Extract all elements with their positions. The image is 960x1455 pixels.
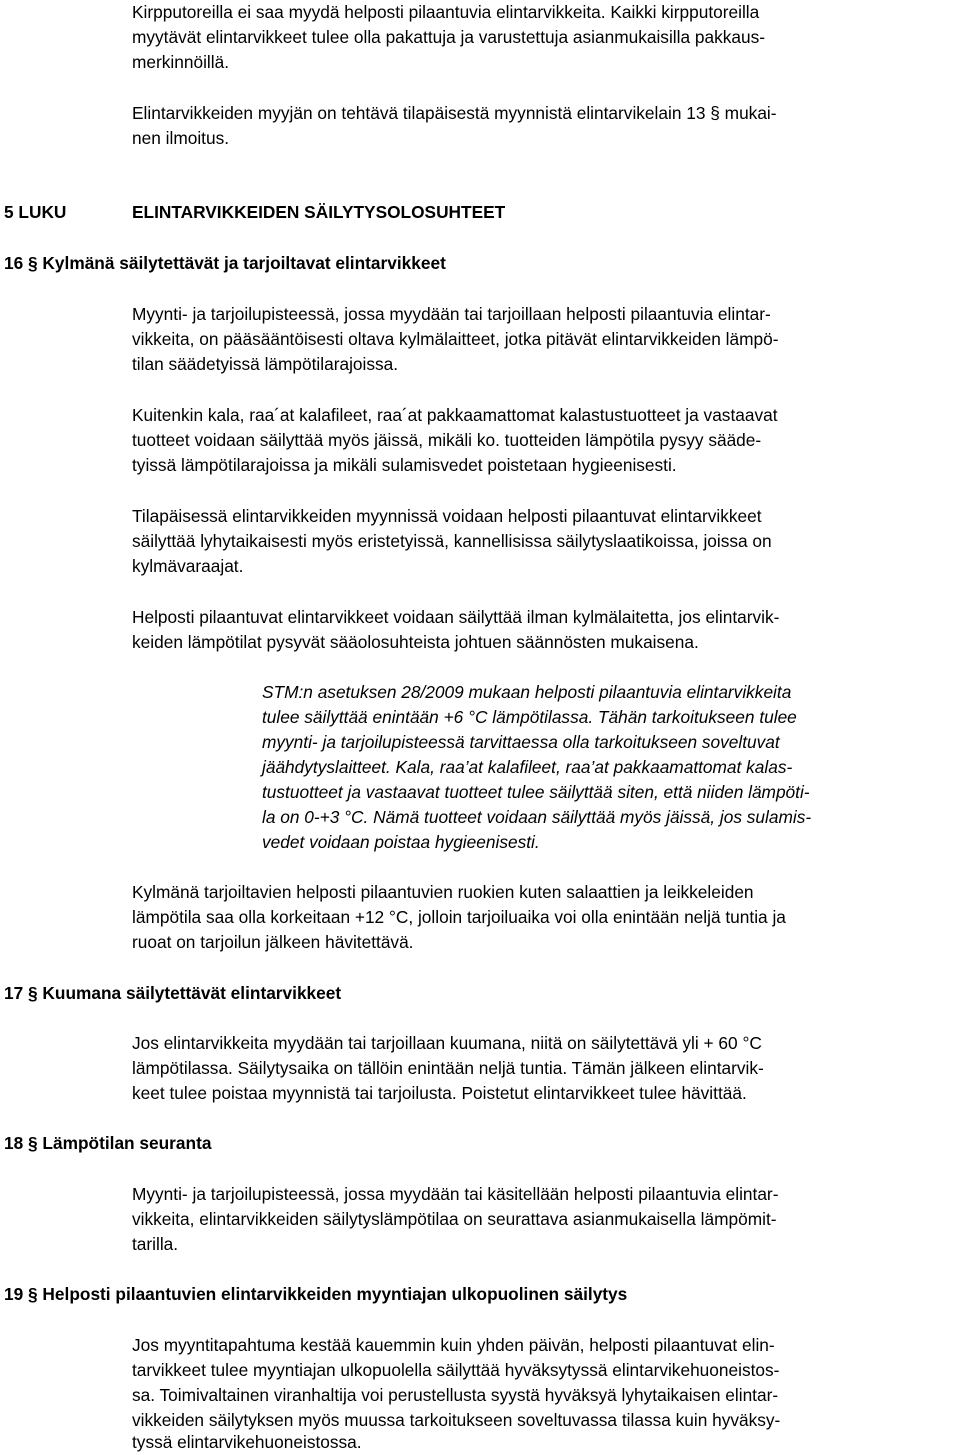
paragraph-line: tarilla. [132,1234,179,1254]
paragraph-line: keiden lämpötilat pysyvät sääolosuhteista johtuen säännösten mukaisena. [132,632,699,652]
regulation-note-line: myynti- ja tarjoilupisteessä tarvittaessa olla tarkoitukseen soveltuvat [262,732,780,752]
regulation-note-line: tustuotteet ja vastaavat tuotteet tulee säilyttää siten, että niiden lämpöti- [262,782,810,802]
chapter-number: 5 LUKU [4,202,67,222]
paragraph-line: vikkeita, on pääsääntöisesti oltava kylmälaitteet, jotka pitävät elintarvikkeiden lämpö- [132,329,779,349]
paragraph-line: tyissä lämpötilarajoissa ja mikäli sulamisvedet poistetaan hygieenisesti. [132,455,677,475]
regulation-note-line: jäähdytyslaitteet. Kala, raa’at kalafileet, raa’at pakkaamattomat kalas- [262,757,793,777]
intro-line: merkinnöillä. [132,52,230,72]
paragraph-line: ruoat on tarjoilun jälkeen hävitettävä. [132,932,414,952]
paragraph-line: tilan säädetyissä lämpötilarajoissa. [132,354,399,374]
paragraph-line: tarvikkeet tulee myyntiajan ulkopuolella säilyttää hyväksytyssä elintarvikehuoneistos- [132,1360,780,1380]
paragraph-line: lämpötila saa olla korkeitaan +12 °C, jolloin tarjoiluaika voi olla enintään neljä tuntia ja [132,907,786,927]
regulation-note-line: tulee säilyttää enintään +6 °C lämpötilassa. Tähän tarkoitukseen tulee [262,707,797,727]
paragraph-line: kylmävaraajat. [132,556,244,576]
section-heading: 19 § Helposti pilaantuvien elintarvikkeiden myyntiajan ulkopuolinen säilytys [4,1284,628,1304]
paragraph-line: Jos elintarvikkeita myydään tai tarjoillaan kuumana, niitä on säilytettävä yli + 60 °C [132,1033,762,1053]
section-heading: 17 § Kuumana säilytettävät elintarvikkeet [4,983,342,1003]
paragraph-line: Jos myyntitapahtuma kestää kauemmin kuin yhden päivän, helposti pilaantuvat elin- [132,1335,775,1355]
paragraph-line: Myynti- ja tarjoilupisteessä, jossa myydään tai tarjoillaan helposti pilaantuvia elintar- [132,304,771,324]
section-heading: 16 § Kylmänä säilytettävät ja tarjoiltavat elintarvikkeet [4,253,446,273]
paragraph-line: vikkeiden säilytyksen myös muussa tarkoitukseen soveltuvassa tilassa kuin hyväksy- [132,1410,781,1430]
paragraph-line: keet tulee poistaa myynnistä tai tarjoilusta. Poistetut elintarvikkeet tulee hävittää. [132,1083,747,1103]
chapter-title: ELINTARVIKKEIDEN SÄILYTYSOLOSUHTEET [132,202,506,222]
regulation-note-line: vedet voidaan poistaa hygieenisesti. [262,832,540,852]
paragraph-line: tyssä elintarvikehuoneistossa. [132,1432,362,1452]
paragraph-line: lämpötilassa. Säilytysaika on tällöin enintään neljä tuntia. Tämän jälkeen elintarvik- [132,1058,764,1078]
intro-line: myytävät elintarvikkeet tulee olla pakattuja ja varustettuja asianmukaisilla pakkaus- [132,27,766,47]
section-heading: 18 § Lämpötilan seuranta [4,1133,212,1153]
regulation-note-line: la on 0-+3 °C. Nämä tuotteet voidaan säilyttää myös jäissä, jos sulamis- [262,807,812,827]
intro-line: Kirpputoreilla ei saa myydä helposti pilaantuvia elintarvikkeita. Kaikki kirpputoreilla [132,2,760,22]
notice-line: nen ilmoitus. [132,128,230,148]
paragraph-line: Kuitenkin kala, raa´at kalafileet, raa´at pakkaamattomat kalastustuotteet ja vastaavat [132,405,778,425]
paragraph-line: sa. Toimivaltainen viranhaltija voi perustellusta syystä hyväksyä lyhytaikaisen elintar- [132,1385,779,1405]
paragraph-line: Kylmänä tarjoiltavien helposti pilaantuvien ruokien kuten salaattien ja leikkeleiden [132,882,754,902]
paragraph-line: tuotteet voidaan säilyttää myös jäissä, mikäli ko. tuotteiden lämpötila pysyy sääde- [132,430,762,450]
notice-line: Elintarvikkeiden myyjän on tehtävä tilapäisestä myynnistä elintarvikelain 13 § mukai- [132,103,777,123]
paragraph-line: vikkeita, elintarvikkeiden säilytyslämpötilaa on seurattava asianmukaisella lämpömit- [132,1209,777,1229]
regulation-note-line: STM:n asetuksen 28/2009 mukaan helposti pilaantuvia elintarvikkeita [262,682,792,702]
paragraph-line: säilyttää lyhytaikaisesti myös eristetyissä, kannellisissa säilytyslaatikoissa, joissa on [132,531,772,551]
paragraph-line: Helposti pilaantuvat elintarvikkeet voidaan säilyttää ilman kylmälaitetta, jos elintarvik- [132,607,780,627]
paragraph-line: Myynti- ja tarjoilupisteessä, jossa myydään tai käsitellään helposti pilaantuvia elintar- [132,1184,779,1204]
paragraph-line: Tilapäisessä elintarvikkeiden myynnissä voidaan helposti pilaantuvat elintarvikkeet [132,506,762,526]
